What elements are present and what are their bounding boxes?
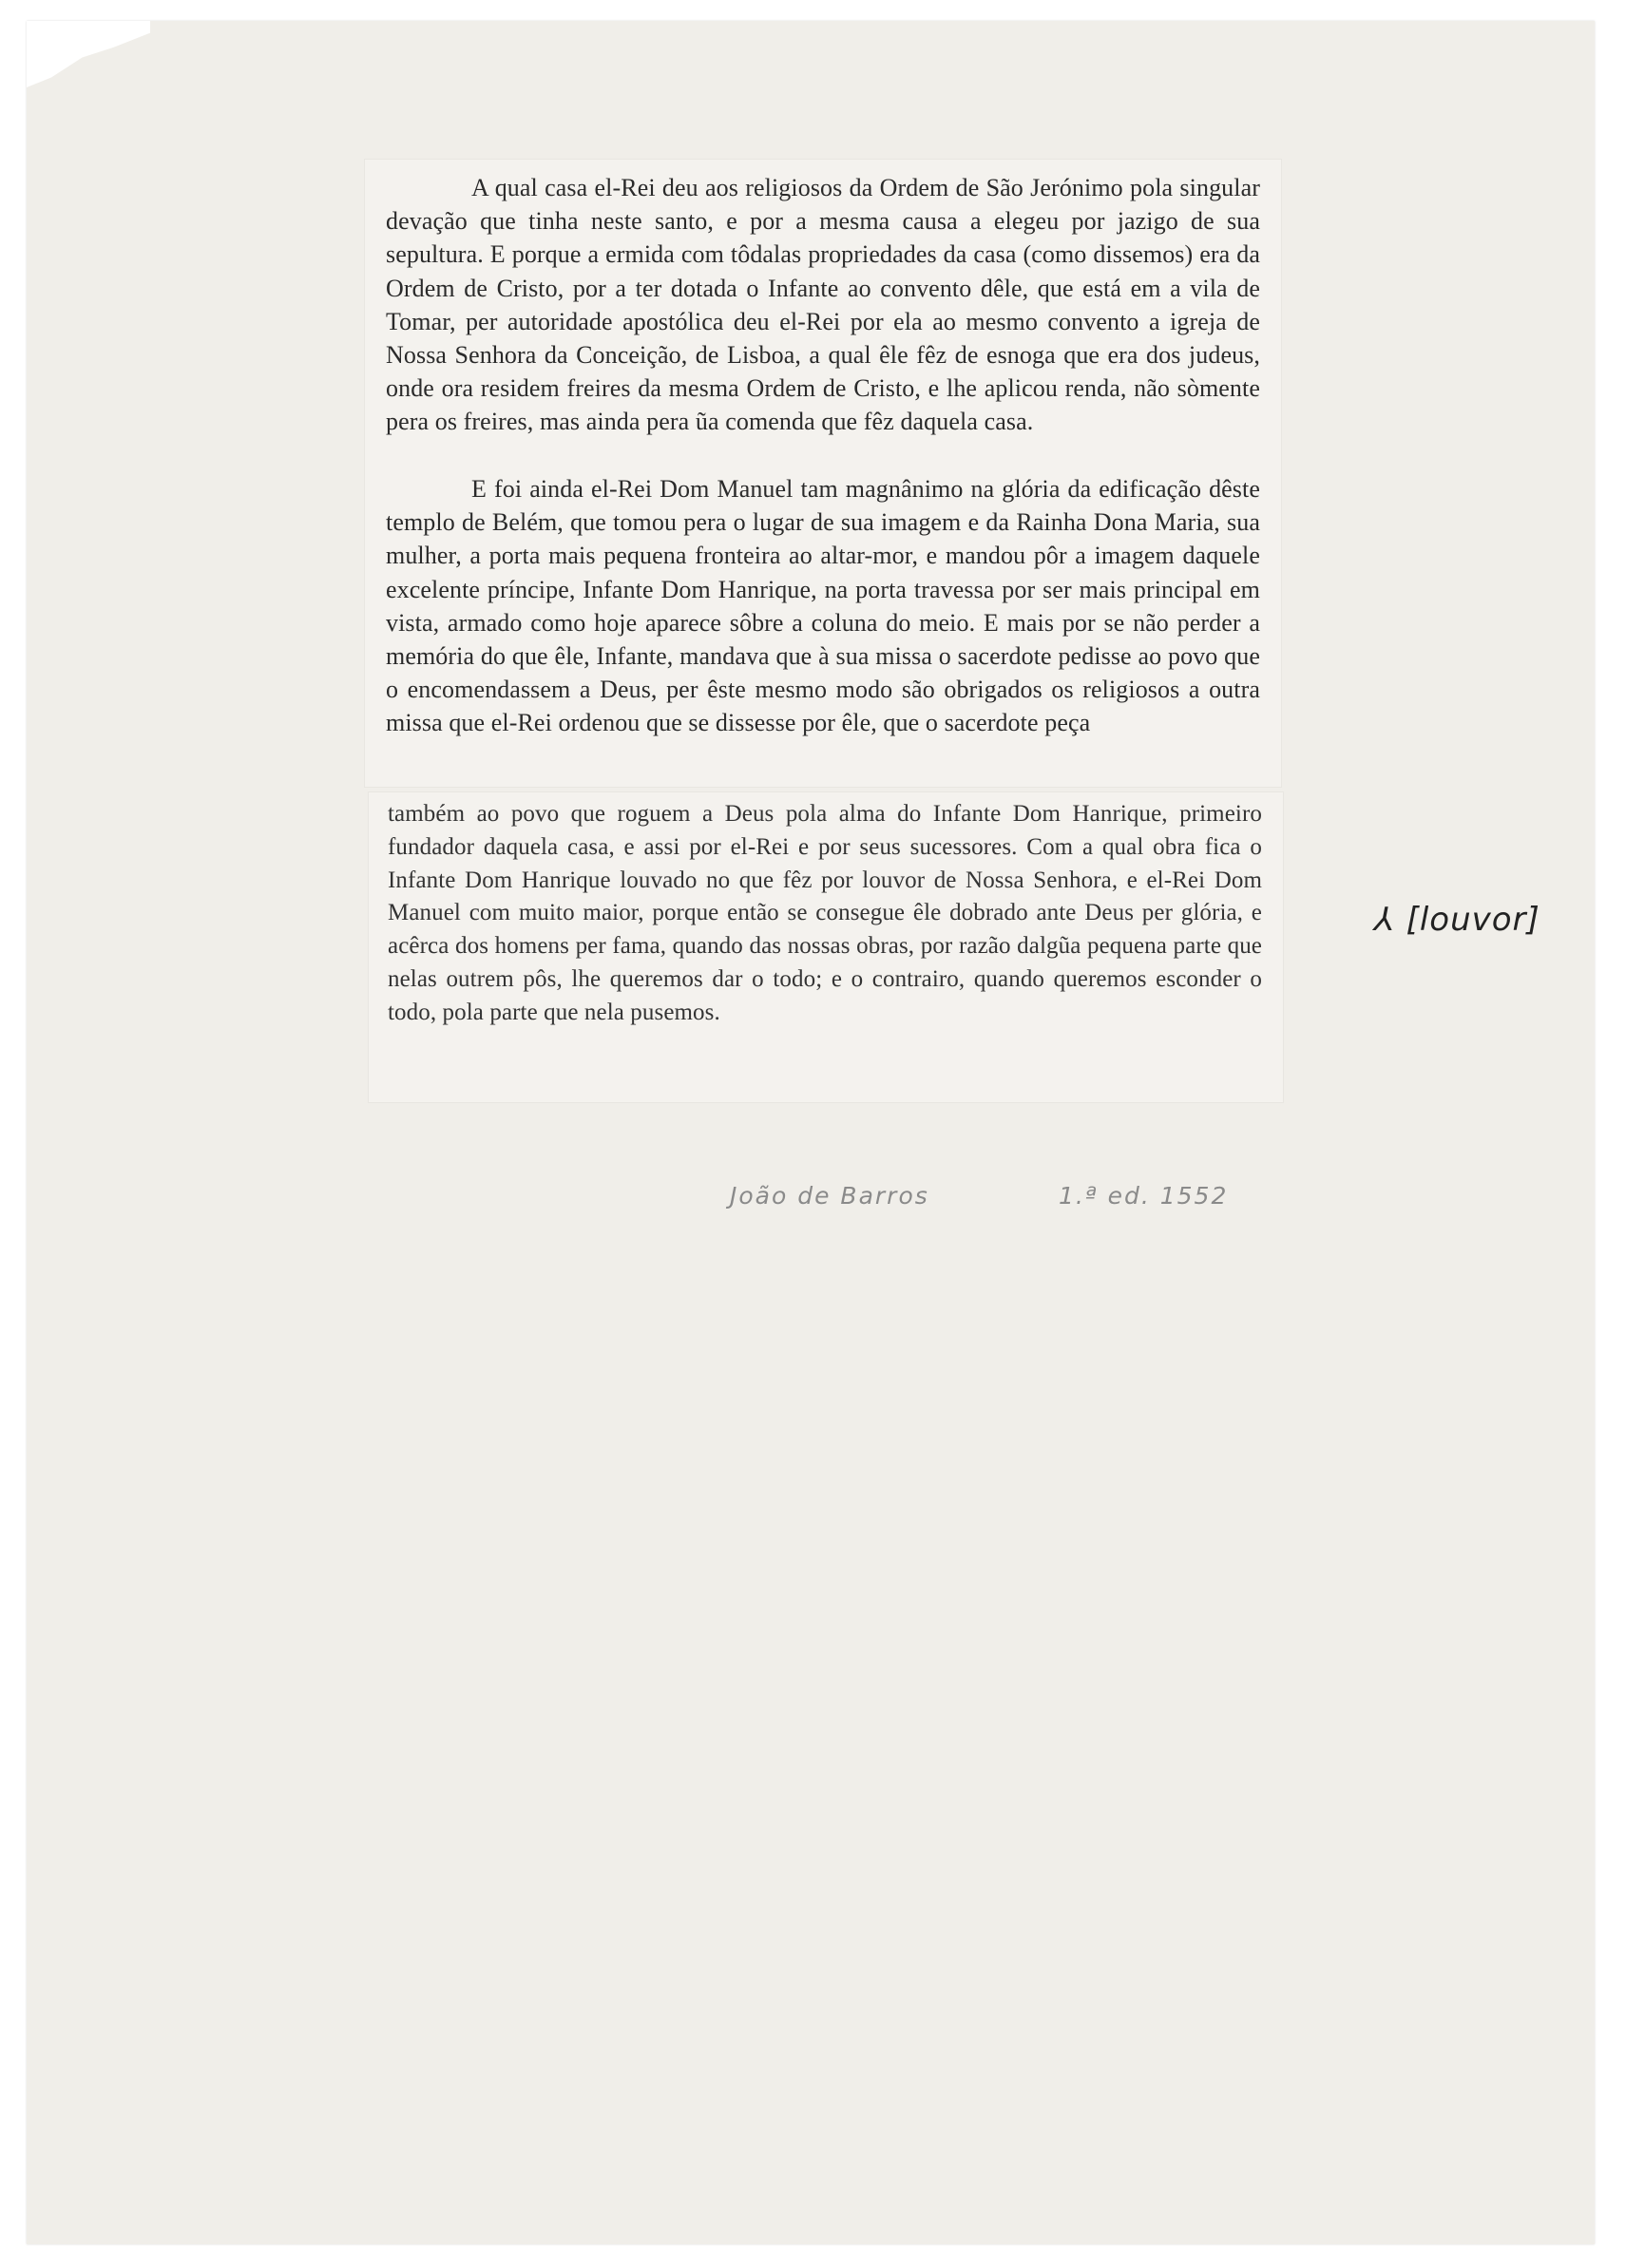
edition-note: 1.ª ed. 1552 (1059, 1182, 1229, 1210)
paragraph-3: também ao povo que roguem a Deus pola alma do Infante Dom Hanrique, primeiro fundador daquela casa, e assi por el-Rei e por seus sucessores. Com a qual obra fica o Infante Dom Hanrique louvado no que fêz por louvor de Nossa Senhora, e el-Rei Dom Manuel com muito maior, porque então se consegue êle dobrado ante Deus per glória, e acêrca dos homens per fama, quando das nossas obras, por razão dalgũa pequena parte que nelas outrem pôs, lhe queremos dar o todo; e o contrairo, quando queremos esconder o todo, pola parte que nela pusemos. (388, 801, 1262, 1025)
paragraph-2: E foi ainda el-Rei Dom Manuel tam magnânimo na glória da edificação dêste templo de Belém, que tomou pera o lugar de sua imagem e da Rainha Dona Maria, sua mulher, a porta mais pequena fronteira ao altar-mor, e mandou pôr a imagem daquele excelente príncipe, Infante Dom Hanrique, na porta travessa por ser mais principal em vista, armado como hoje aparece sôbre a coluna do meio. E mais por se não perder a memória do que êle, Infante, mandava que à sua missa o sacerdote pedisse ao povo que o encomendassem a Deus, per êste mesmo modo são obrigados os religiosos a outra missa que el-Rei ordenou que se dissesse por êle, que o sacerdote peça (386, 475, 1260, 737)
paragraph-1: A qual casa el-Rei deu aos religiosos da Ordem de São Jerónimo pola singular devação que tinha neste santo, e por a mesma causa a elegeu por jazigo de sua sepultura. E porque a ermida com tôdalas propriedades da casa (como dissemos) era da Ordem de Cristo, por a ter dotada o Infante ao convento dêle, que está em a vila de Tomar, per autoridade apostólica deu el-Rei por ela ao mesmo convento a igreja de Nossa Senhora da Conceição, de Lisboa, a qual êle fêz de esnoga que era dos judeus, onde ora residem freires da mesma Ordem de Cristo, e lhe aplicou renda, não sòmente pera os freires, mas ainda pera ũa comenda que fêz daquela casa. (386, 174, 1260, 436)
text-clipping-2 (369, 792, 1283, 1102)
text-clipping-1 (365, 160, 1281, 787)
paper-sheet (27, 21, 1595, 2244)
author-attribution: João de Barros (730, 1182, 929, 1210)
margin-note: ⅄ [louvor] (1374, 901, 1540, 939)
